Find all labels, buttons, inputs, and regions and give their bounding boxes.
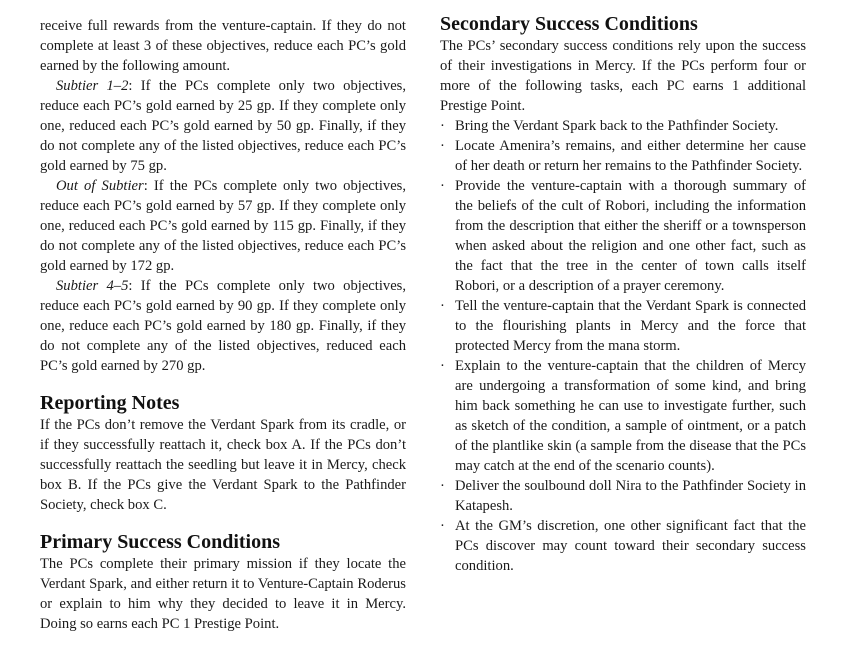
- task-list-item: [440, 116, 806, 136]
- task-text: Bring the Verdant Spark back to the Pathfinder Society.: [455, 118, 779, 134]
- subtier-label: Subtier 1–2: [56, 78, 129, 94]
- task-list-item: [440, 516, 806, 576]
- task-list-item: [440, 476, 806, 516]
- bullet-icon: ·: [440, 138, 445, 154]
- subtier-4-5-paragraph: [40, 276, 406, 376]
- subtier-text: : If the PCs complete only two objectives, reduce each PC’s gold earned by 90 gp. If they complete only one, reduce each PC’s gold earned by 180 gp. Finally, if they do not complete any of the listed objectives, reduced each PC’s gold earned by 270 gp.: [40, 278, 406, 374]
- primary-success-paragraph: The PCs complete their primary mission if they locate the Verdant Spark, and either return it to Venture-Captain Roderus or explain to him why they decided to leave it in Mercy. Doing so earns each PC 1 Prestige Point.: [40, 556, 406, 632]
- task-list-item: [440, 356, 806, 476]
- subtier-1-2-paragraph: [40, 76, 406, 176]
- subtier-label: Out of Subtier: [56, 178, 144, 194]
- subtier-label: Subtier 4–5: [56, 278, 129, 294]
- task-list-item: [440, 136, 806, 176]
- task-text: Tell the venture-captain that the Verdant Spark is connected to the flourishing plants in Mercy and the force that protected Mercy from the mana storm.: [455, 298, 806, 354]
- intro-paragraph: receive full rewards from the venture-captain. If they do not complete at least 3 of these objectives, reduce each PC’s gold earned by the following amount.: [40, 18, 406, 74]
- task-list-item: [440, 296, 806, 356]
- primary-success-heading: Primary Success Conditions: [40, 531, 280, 553]
- secondary-success-paragraph: The PCs’ secondary success conditions rely upon the success of their investigations in Mercy. If the PCs perform four or more of the following tasks, each PC earns 1 additional Prestige Point.: [440, 38, 806, 114]
- bullet-icon: ·: [440, 298, 445, 314]
- bullet-icon: ·: [440, 358, 445, 374]
- secondary-success-heading: Secondary Success Conditions: [440, 13, 698, 35]
- task-text: Deliver the soulbound doll Nira to the Pathfinder Society in Katapesh.: [455, 478, 806, 514]
- task-text: Explain to the venture-captain that the children of Mercy are undergoing a transformation of some kind, and bring him back something he can use to investigate further, such as sketch of the condition, a sample of ointment, or a patch of the plantlike skin (a sample from the disease that the PCs may catch at the end of the scenario counts).: [455, 358, 806, 474]
- right-column: [440, 13, 806, 576]
- secondary-task-list: [440, 116, 806, 576]
- bullet-icon: ·: [440, 178, 445, 194]
- reporting-notes-paragraph: If the PCs don’t remove the Verdant Spark from its cradle, or if they successfully reattach it, check box A. If the PCs don’t successfully reattach the seedling but leave it in Mercy, check box B. If the PCs give the Verdant Spark to the Pathfinder Society, check box C.: [40, 417, 406, 513]
- subtier-text: : If the PCs complete only two objectives, reduce each PC’s gold earned by 57 gp. If they complete only one, reduced each PC’s gold earned by 115 gp. Finally, if they do not complete any of the listed objectives, reduce each PC’s gold earned by 172 gp.: [40, 178, 406, 274]
- reporting-notes-heading: Reporting Notes: [40, 392, 180, 414]
- bullet-icon: ·: [440, 518, 445, 534]
- out-of-subtier-paragraph: [40, 176, 406, 276]
- subtier-text: : If the PCs complete only two objectives, reduce each PC’s gold earned by 25 gp. If they complete only one, reduced each PC’s gold earned by 50 gp. Finally, if they do not complete any of the listed objectives, reduce each PC’s gold earned by 75 gp.: [40, 78, 406, 174]
- task-text: Locate Amenira’s remains, and either determine her cause of her death or return her remains to the Pathfinder Society.: [455, 138, 806, 174]
- task-list-item: [440, 176, 806, 296]
- left-column: [40, 16, 406, 634]
- bullet-icon: ·: [440, 478, 445, 494]
- bullet-icon: ·: [440, 118, 445, 134]
- task-text: Provide the venture-captain with a thorough summary of the beliefs of the cult of Robori, including the information from the description that either the sheriff or a townsperson when asked about the religion and one other fact, such as the fact that the tree in the center of town calls itself Robori, or a description of a prayer ceremony.: [455, 178, 806, 294]
- task-text: At the GM’s discretion, one other significant fact that the PCs discover may count toward their secondary success condition.: [455, 518, 806, 574]
